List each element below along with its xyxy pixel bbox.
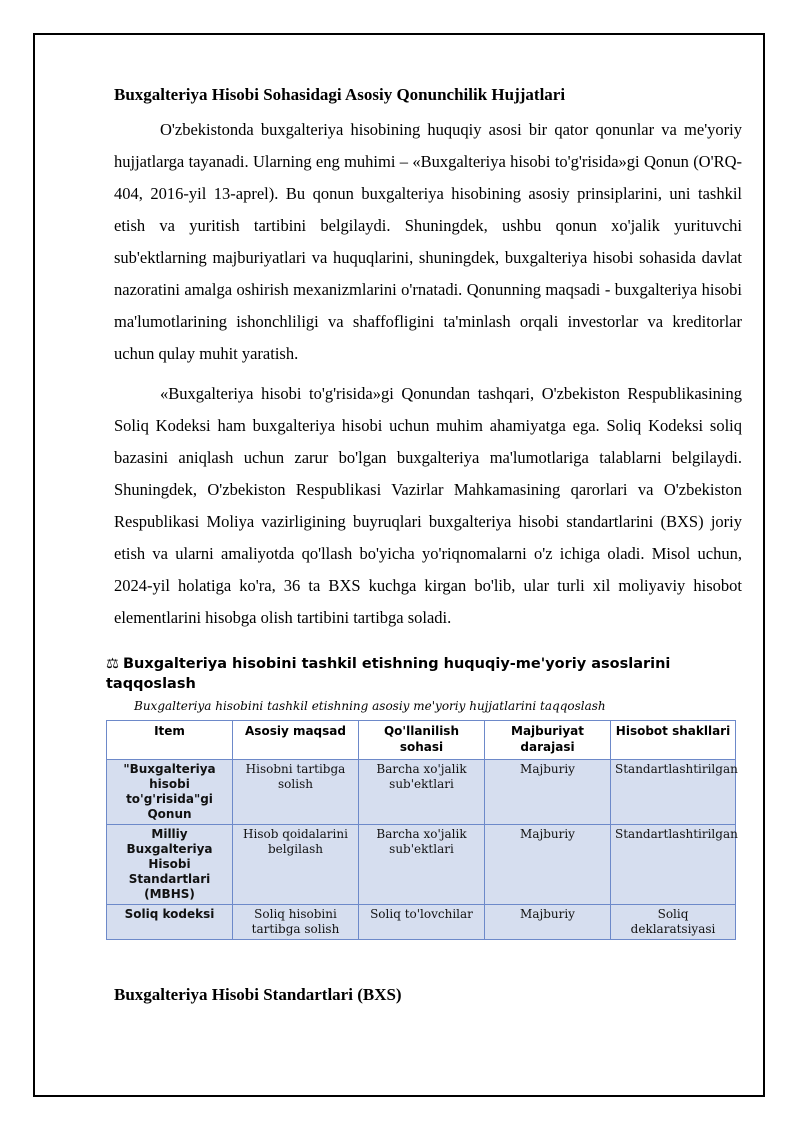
column-header-purpose: Asosiy maqsad — [233, 721, 359, 760]
table-cell: Majburiy — [485, 905, 611, 940]
table-cell: Barcha xo'jalik sub'ektlari — [359, 760, 485, 825]
table-cell: Hisob qoidalarini belgilash — [233, 825, 359, 905]
comparison-table — [106, 720, 736, 940]
section-heading: Buxgalteriya Hisobi Sohasidagi Asosiy Qonunchilik Hujjatlari — [114, 85, 566, 104]
table-row — [107, 905, 736, 940]
table-cell: Soliq to'lovchilar — [359, 905, 485, 940]
table-cell: Standartlashtirilgan — [611, 825, 736, 905]
column-header-report-forms: Hisobot shakllari — [611, 721, 736, 760]
table-cell: "Buxgalteriya hisobi to'g'risida"gi Qonun — [107, 760, 233, 825]
table-cell: Soliq kodeksi — [107, 905, 233, 940]
column-header-scope: Qo'llanilish sohasi — [359, 721, 485, 760]
column-header-obligation: Majburiyat darajasi — [485, 721, 611, 760]
paragraph-2: «Buxgalteriya hisobi to'g'risida»gi Qonundan tashqari, O'zbekiston Respublikasining Soliq Kodeksi ham buxgalteriya hisobi uchun muhim ahamiyatga ega. Soliq Kodeksi soliq bazasini aniqlash uchun zarur bo'lgan buxgalteriya ma'lumotlariga talablarni belgilaydi. Shuningdek, O'zbekiston Respublikasi Vazirlar Mahkamasining qarorlari va O'zbekiston Respublikasi Moliya vazirligining buyruqlari buxgalteriya hisobi standartlarini (BXS) joriy etish va ularni amaliyotda qo'llash bo'yicha yo'riqnomalarni o'z ichiga oladi. Misol uchun, 2024-yil holatiga ko'ra, 36 ta BXS kuchga kirgan bo'lib, ular turli xil moliyaviy hisobot elementlarini hisobga olish tartibini tartibga soladi. — [114, 384, 742, 627]
table-cell: Soliq hisobini tartibga solish — [233, 905, 359, 940]
table-header-row — [107, 721, 736, 760]
table-cell: Hisobni tartibga solish — [233, 760, 359, 825]
table-cell: Standartlashtirilgan — [611, 760, 736, 825]
table-cell: Barcha xo'jalik sub'ektlari — [359, 825, 485, 905]
table-cell: Majburiy — [485, 760, 611, 825]
document-body — [106, 84, 742, 1006]
table-subtitle: Buxgalteriya hisobini tashkil etishning asosiy me'yoriy hujjatlarini taqqoslash — [134, 699, 606, 713]
table-row — [107, 825, 736, 905]
table-cell: Milliy Buxgalteriya Hisobi Standartlari (MBHS) — [107, 825, 233, 905]
paragraph-1: O'zbekistonda buxgalteriya hisobining huquqiy asosi bir qator qonunlar va me'yoriy hujjatlarga tayanadi. Ularning eng muhimi – «Buxgalteriya hisobi to'g'risida»gi Qonun (O'RQ-404, 2016-yil 13-aprel). Bu qonun buxgalteriya hisobining asosiy prinsiplarini, uni tashkil etish va yuritish tartibini belgilaydi. Shuningdek, ushbu qonun xo'jalik yurituvchi sub'ektlarning majburiyatlari va huquqlarini, shuningdek, buxgalteriya hisobi sohasida davlat nazoratini amalga oshirish mexanizmlarini o'rnatadi. Qonunning maqsadi - buxgalteriya hisobi ma'lumotlarining ishonchliligi va shaffofligini ta'minlash orqali investorlar va kreditorlar uchun qulay muhit yaratish. — [114, 120, 742, 363]
table-cell: Soliq deklaratsiyasi — [611, 905, 736, 940]
scale-icon: ⚖ — [106, 656, 119, 672]
section-heading-bxs: Buxgalteriya Hisobi Standartlari (BXS) — [114, 985, 402, 1004]
column-header-item: Item — [107, 721, 233, 760]
table-cell: Majburiy — [485, 825, 611, 905]
table-row — [107, 760, 736, 825]
table-caption-text: Buxgalteriya hisobini tashkil etishning huquqiy-me'yoriy asoslarini taqqoslash — [106, 656, 671, 692]
table-caption — [106, 654, 742, 694]
